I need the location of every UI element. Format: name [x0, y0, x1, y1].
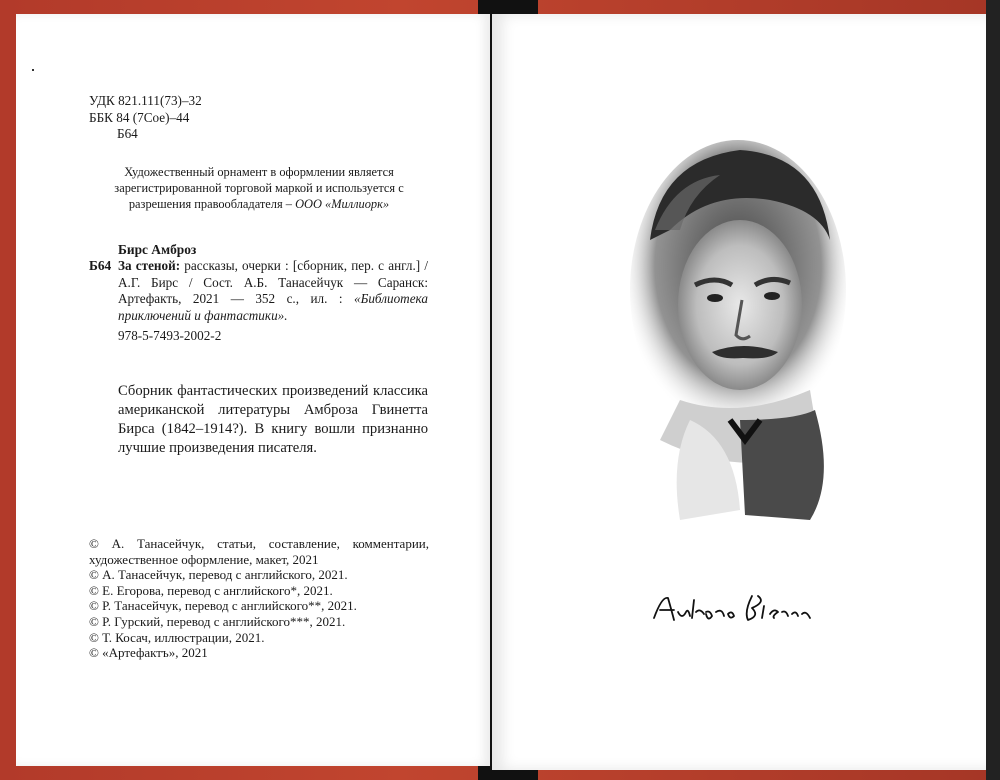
- classification-block: [89, 93, 202, 143]
- copyright-line: © Р. Гурский, перевод с английского***, 2021.: [89, 613, 346, 629]
- udk-code: УДК 821.111(73)–32: [89, 93, 202, 108]
- ornament-owner: ООО «Миллиорк»: [295, 197, 390, 211]
- author-signature: [648, 582, 848, 632]
- ornament-line-prefix: разрешения правообладателя –: [128, 197, 296, 211]
- left-page: [16, 14, 490, 766]
- series-name: «Библиотека приключений и фантастики».: [118, 291, 428, 323]
- ornament-line: Художественный орнамент в оформлении является: [124, 165, 394, 179]
- book-edge: [986, 0, 1000, 780]
- copyright-line: © «Артефактъ», 2021: [89, 645, 208, 661]
- isbn: 978-5-7493-2002-2: [118, 328, 222, 343]
- copyright-line: © Е. Егорова, перевод с английского*, 2021.: [89, 582, 333, 598]
- copyright-block: [89, 536, 429, 661]
- catalog-code: Б64: [89, 258, 112, 273]
- book-title: За стеной:: [118, 258, 181, 273]
- catalog-entry: [118, 258, 428, 324]
- print-speck: [32, 69, 34, 71]
- author-portrait: [620, 120, 850, 540]
- copyright-line: © А. Танасейчук, статьи, составление, комментарии, художественное оформление, макет, 2021: [89, 536, 429, 567]
- ornament-notice: [94, 164, 424, 212]
- bbk-code: ББК 84 (7Сое)–44: [89, 109, 190, 125]
- ornament-line: зарегистрированной торговой маркой и используется с: [114, 181, 404, 195]
- catalog-body: рассказы, очерки : [сборник, пер. с англ.] / А.Г. Бирс / Сост. А.Б. Танасейчук — Саранск: Артефакть, 2021 — 352 с., ил. :: [118, 258, 428, 306]
- author-heading: Бирс Амброз: [118, 242, 197, 257]
- author-sign-code: Б64: [117, 126, 138, 141]
- copyright-line: © А. Танасейчук, перевод с английского, 2021.: [89, 567, 348, 583]
- copyright-line: © Т. Косач, иллюстрации, 2021.: [89, 629, 265, 645]
- annotation: Сборник фантастических произведений классика американской литературы Амброза Гвинетта Бирса (1842–1914?). В книгу вошли признанно лучшие произведения писателя.: [118, 383, 428, 456]
- ornament-line: [94, 196, 424, 212]
- copyright-line: © Р. Танасейчук, перевод с английского**, 2021.: [89, 598, 357, 614]
